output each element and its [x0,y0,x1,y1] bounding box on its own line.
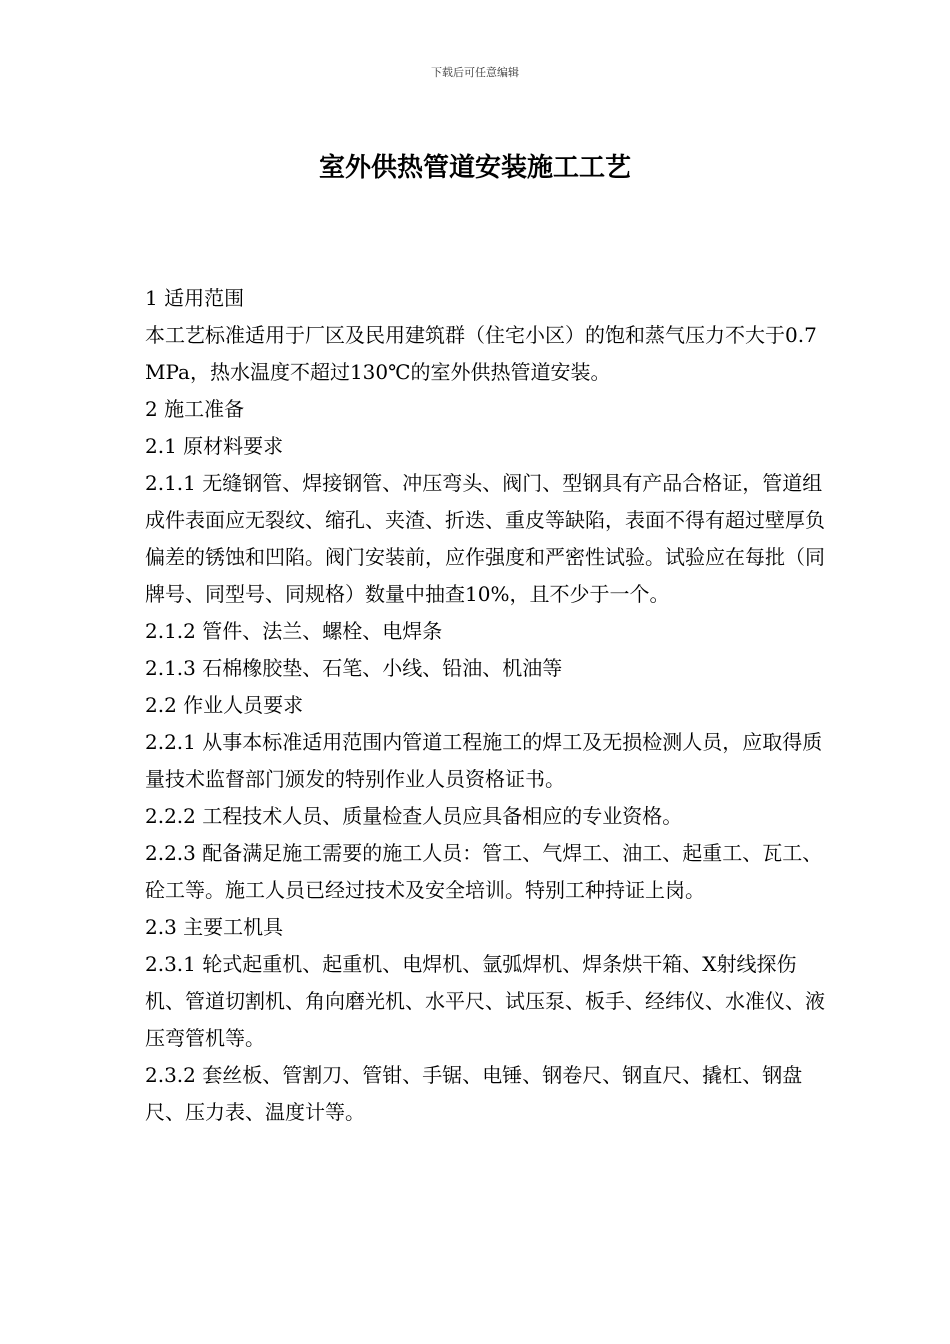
paragraph-2-2-1: 2.2.1 从事本标准适用范围内管道工程施工的焊工及无损检测人员，应取得质量技术监督部门颁发的特别作业人员资格证书。 [145,730,823,791]
paragraph-scope: 本工艺标准适用于厂区及民用建筑群（住宅小区）的饱和蒸气压力不大于0.7MPa，热水温度不超过130℃的室外供热管道安装。 [145,323,817,384]
subsection-heading-2-1: 2.1 原材料要求 [145,434,284,458]
paragraph-2-3-1: 2.3.1 轮式起重机、起重机、电焊机、氩弧焊机、焊条烘干箱、X射线探伤机、管道切割机、角向磨光机、水平尺、试压泵、板手、经纬仪、水准仪、液压弯管机等。 [145,952,825,1050]
paragraph-2-1-1: 2.1.1 无缝钢管、焊接钢管、冲压弯头、阀门、型钢具有产品合格证，管道组成件表面应无裂纹、缩孔、夹渣、折迭、重皮等缺陷，表面不得有超过壁厚负偏差的锈蚀和凹陷。阀门安装前，应作强度和严密性试验。试验应在每批（同牌号、同型号、同规格）数量中抽查10%，且不少于一个。 [145,471,825,606]
document-body [145,280,825,1131]
paragraph-2-2-3: 2.2.3 配备满足施工需要的施工人员：管工、气焊工、油工、起重工、瓦工、砼工等。施工人员已经过技术及安全培训。特别工种持证上岗。 [145,841,823,902]
section-heading-1: 1 适用范围 [145,286,245,310]
subsection-heading-2-3: 2.3 主要工机具 [145,915,284,939]
section-heading-2: 2 施工准备 [145,397,245,421]
document-title: 室外供热管道安装施工工艺 [318,153,631,183]
paragraph-2-1-3: 2.1.3 石棉橡胶垫、石笔、小线、铅油、机油等 [145,656,563,680]
subsection-heading-2-2: 2.2 作业人员要求 [145,693,304,717]
paragraph-2-3-2: 2.3.2 套丝板、管割刀、管钳、手锯、电锤、钢卷尺、钢直尺、撬杠、钢盘尺、压力表、温度计等。 [145,1063,803,1124]
paragraph-2-2-2: 2.2.2 工程技术人员、质量检查人员应具备相应的专业资格。 [145,804,683,828]
page-header-note: 下载后可任意编辑 [431,66,519,79]
paragraph-2-1-2: 2.1.2 管件、法兰、螺栓、电焊条 [145,619,443,643]
